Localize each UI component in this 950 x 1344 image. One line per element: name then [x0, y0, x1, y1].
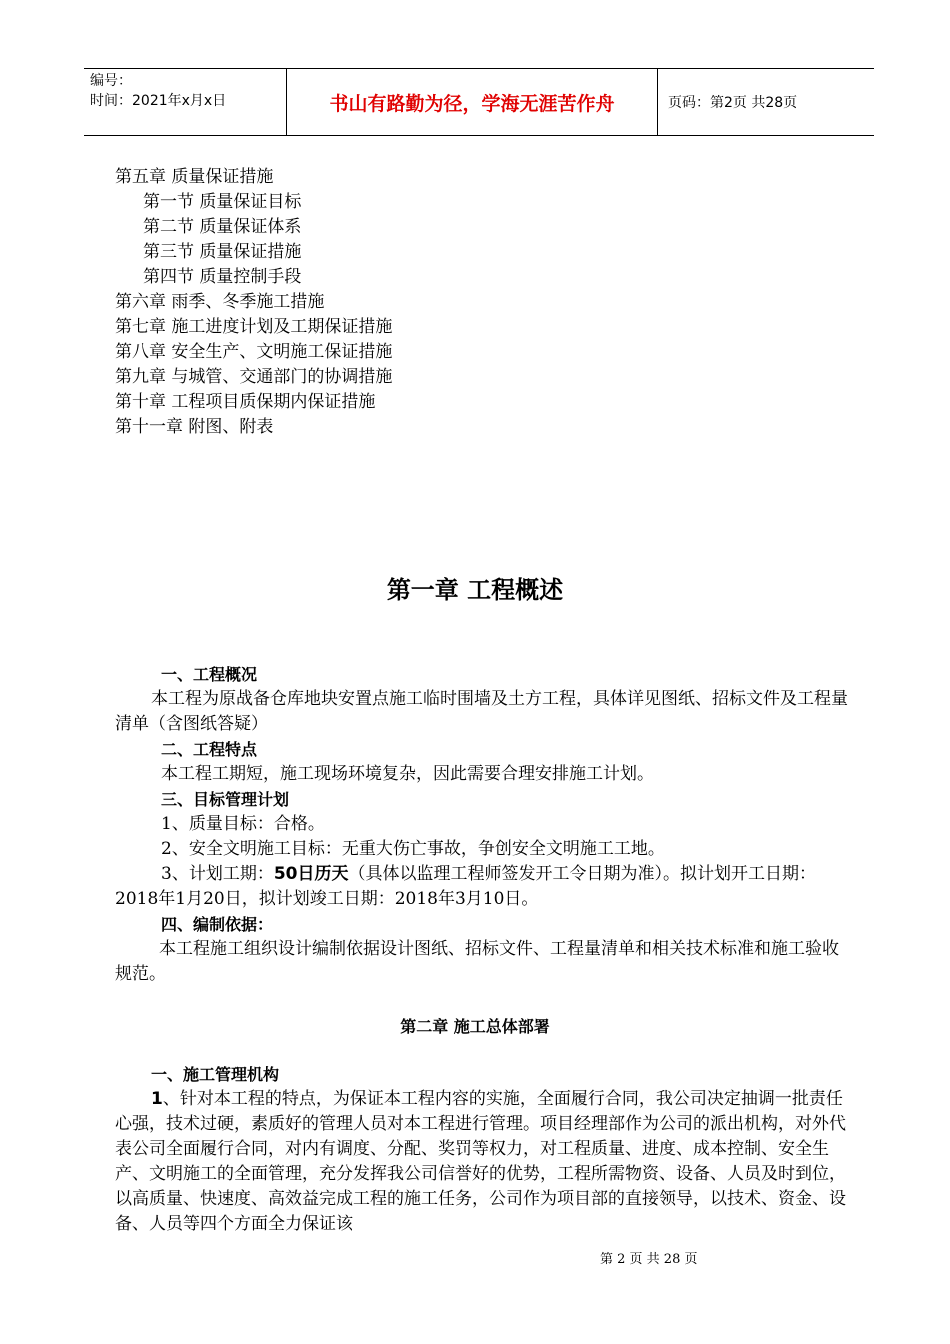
toc-item: 第五章 质量保证措施: [115, 167, 274, 187]
header-page-info: 页码：第2页 共28页: [668, 95, 798, 111]
header-motto: 书山有路勤为径，学海无涯苦作舟: [286, 69, 658, 135]
toc-item: 第六章 雨季、冬季施工措施: [115, 292, 325, 312]
paragraph-number: 1: [151, 1089, 163, 1109]
paragraph: 本工程为原战备仓库地块安置点施工临时围墙及土方工程，具体详见图纸、招标文件及工程量清单（含图纸答疑）: [115, 689, 848, 734]
number-label: 编号：: [90, 73, 132, 89]
chapter1-body: [115, 662, 850, 987]
section-heading: 三、目标管理计划: [161, 790, 290, 809]
page-header: [84, 68, 874, 136]
section-heading: 四、编制依据：: [161, 915, 274, 934]
list-item: 1、质量目标：合格。: [161, 814, 325, 834]
duration-value: 50日历天: [273, 864, 349, 884]
toc-item: 第一节 质量保证目标: [143, 192, 302, 212]
table-of-contents: [115, 165, 392, 440]
page-footer: 第 2 页 共 28 页: [600, 1252, 698, 1267]
list-item: 2、安全文明施工目标：无重大伤亡事故，争创安全文明施工工地。: [161, 839, 665, 859]
paragraph: [115, 1087, 850, 1237]
list-item-text: （具体以监理工程师签发开工令日期为准）。拟计划开工日期：2018年1月20日，拟计划竣工日期：2018年3月10日。: [115, 864, 816, 909]
toc-item: 第十章 工程项目质保期内保证措施: [115, 392, 376, 412]
paragraph: 本工程工期短，施工现场环境复杂，因此需要合理安排施工计划。: [161, 764, 654, 784]
section-heading: 一、工程概况: [161, 665, 258, 684]
section-heading: 二、工程特点: [161, 740, 258, 759]
chapter2-body: [115, 1062, 850, 1237]
paragraph: 本工程施工组织设计编制依据设计图纸、招标文件、工程量清单和相关技术标准和施工验收规范。: [115, 939, 839, 984]
header-meta: [84, 69, 286, 135]
time-label: 时间：2021年x月x日: [90, 93, 227, 109]
paragraph-text: 、针对本工程的特点，为保证本工程内容的实施，全面履行合同，我公司决定抽调一批责任心强，技术过硬，素质好的管理人员对本工程进行管理。项目经理部作为公司的派出机构，对外代表公司全面履行合同，对内有调度、分配、奖罚等权力，对工程质量、进度、成本控制、安全生产、文明施工的全面管理，充分发挥我公司信誉好的优势，工程所需物资、设备、人员及时到位，以高质量、快速度、高效益完成工程的施工任务，公司作为项目部的直接领导，以技术、资金、设备、人员等四个方面全力保证该: [115, 1089, 846, 1234]
toc-item: 第二节 质量保证体系: [143, 217, 302, 237]
section-heading: 一、施工管理机构: [151, 1065, 280, 1084]
toc-item: 第十一章 附图、附表: [115, 417, 274, 437]
chapter1-title: 第一章 工程概述: [386, 576, 564, 604]
toc-item: 第九章 与城管、交通部门的协调措施: [115, 367, 393, 387]
list-item: [115, 862, 850, 912]
toc-item: 第七章 施工进度计划及工期保证措施: [115, 317, 393, 337]
toc-item: 第三节 质量保证措施: [143, 242, 302, 262]
list-item-label: 3、计划工期：: [161, 864, 274, 884]
toc-item: 第八章 安全生产、文明施工保证措施: [115, 342, 393, 362]
toc-item: 第四节 质量控制手段: [143, 267, 302, 287]
chapter2-title: 第二章 施工总体部署: [400, 1017, 550, 1036]
